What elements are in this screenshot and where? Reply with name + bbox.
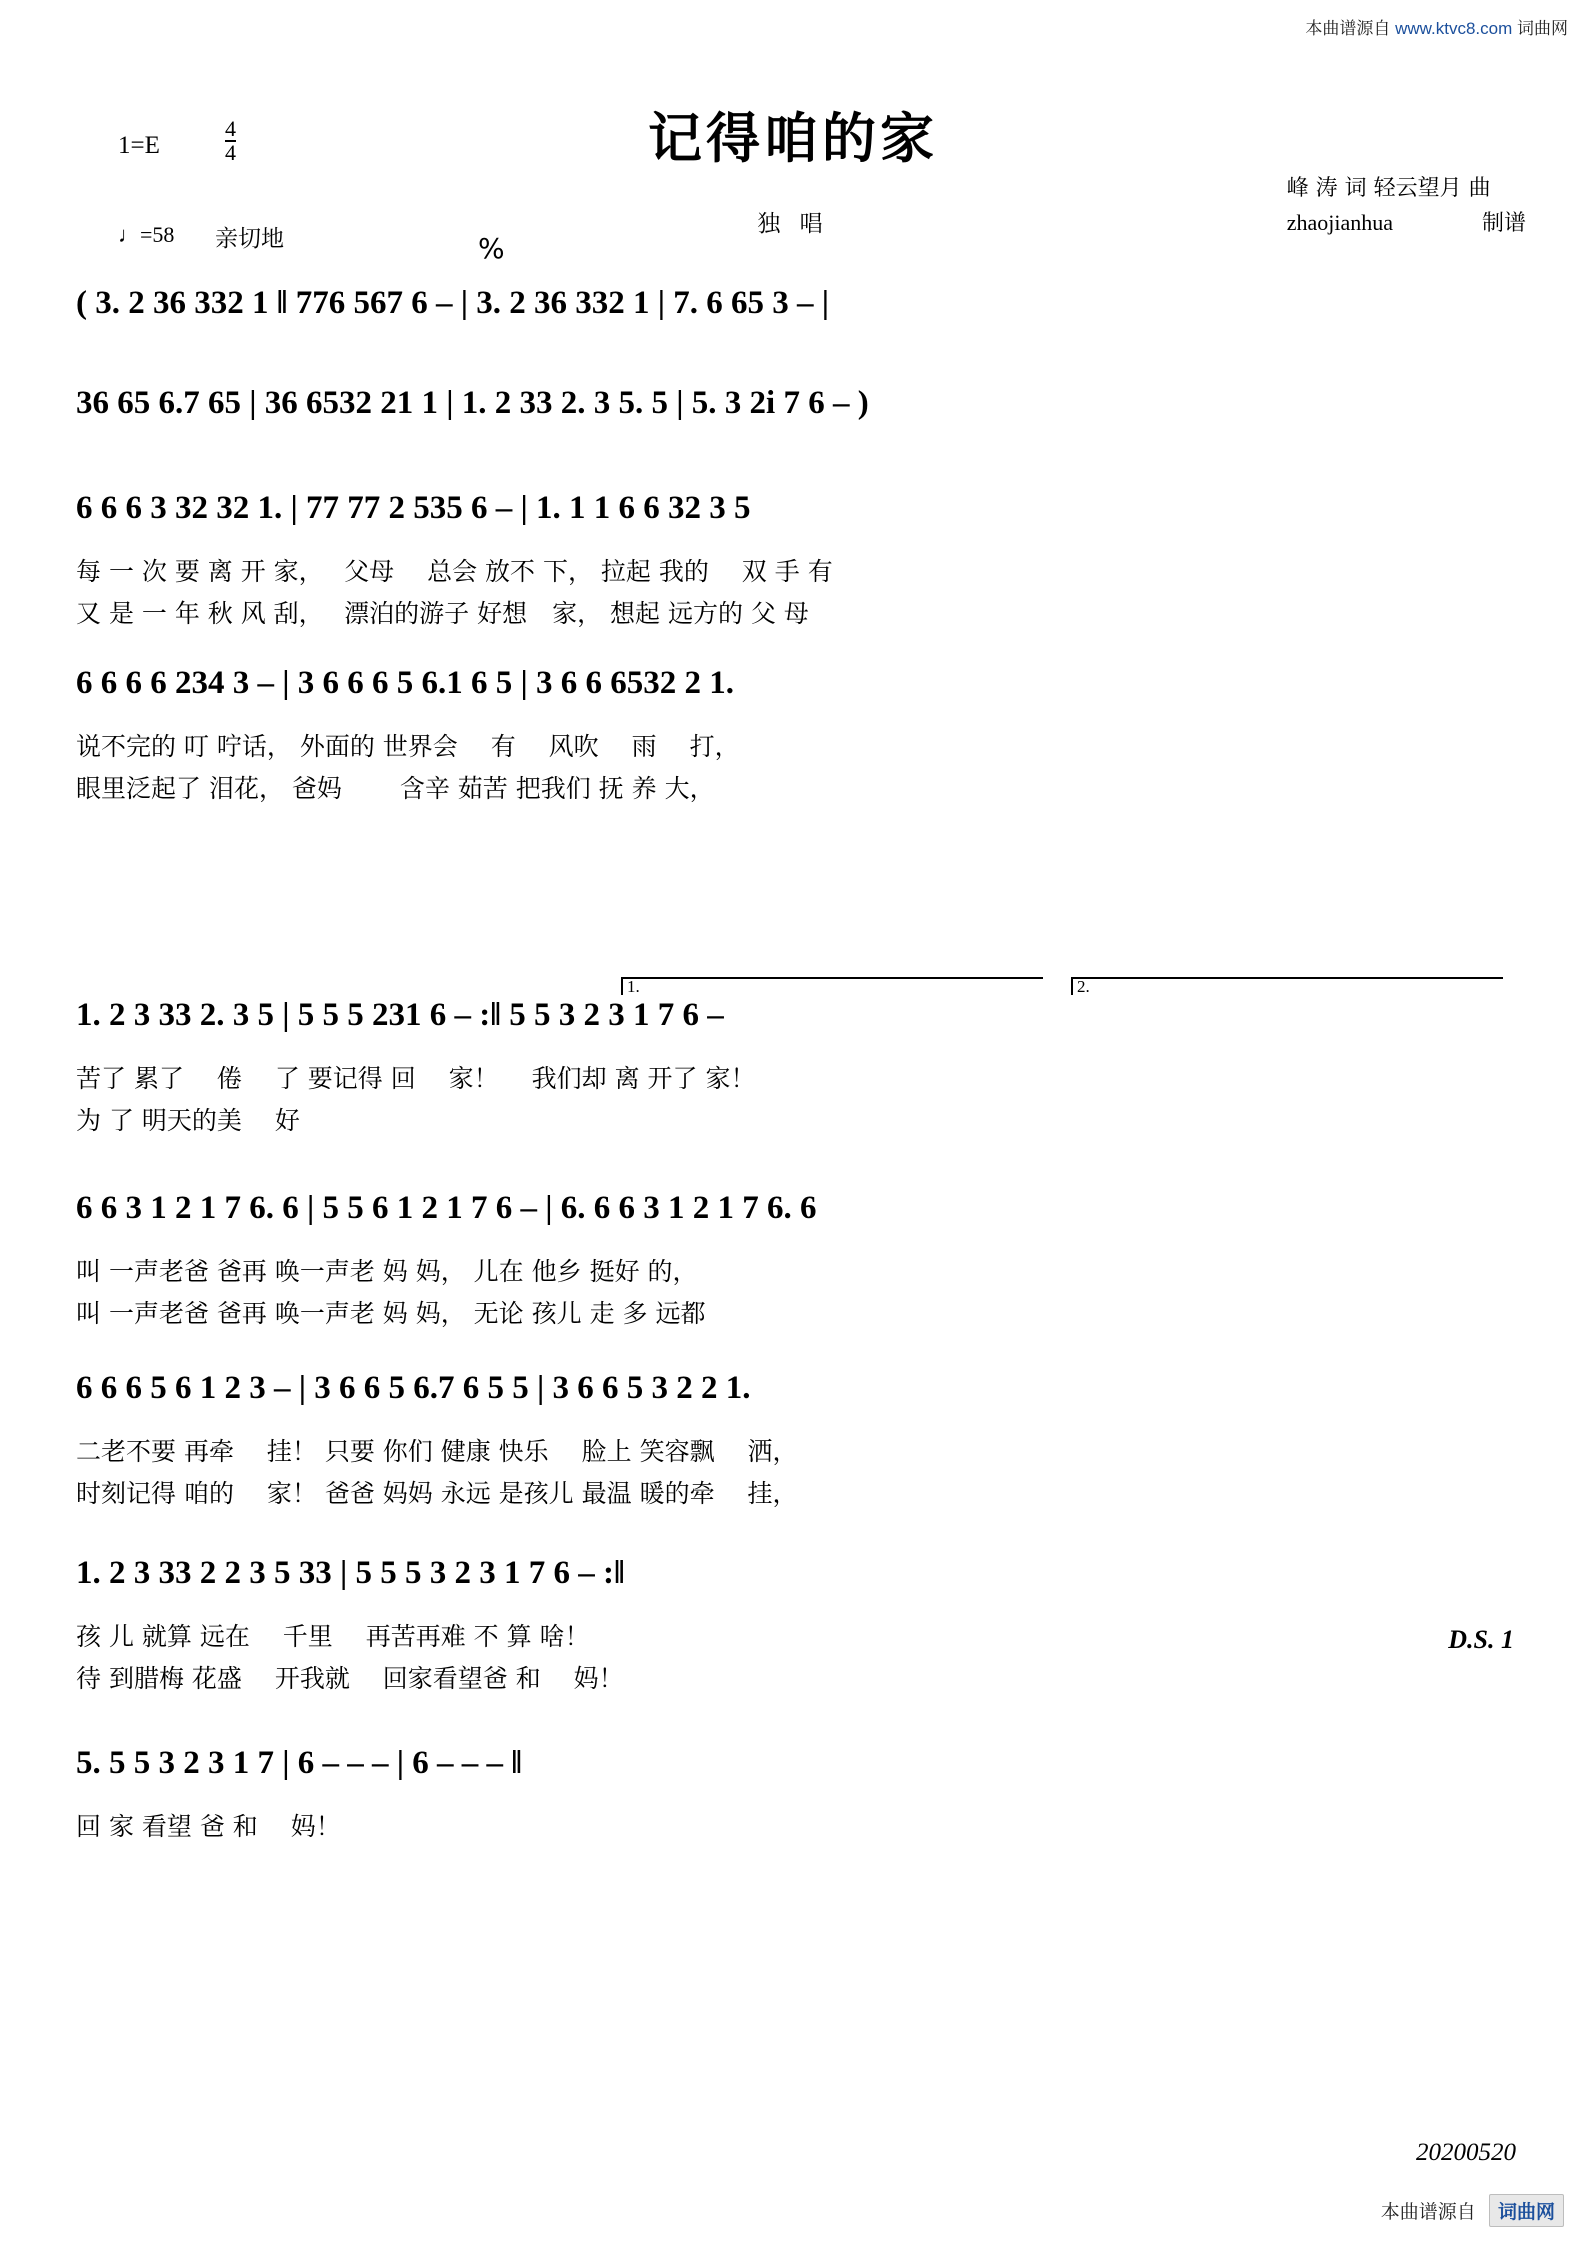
lyric-row-verse-b: 为 了 明天的美 好 <box>76 1106 300 1135</box>
first-ending-bracket <box>621 977 1043 995</box>
note-row: 6 6 6 5 6 1 2 3 – | 3 6 6 5 6.7 6 5 5 | 3 6 6 5 3 2 2 1. <box>76 1370 751 1406</box>
song-subtitle: 独 唱 <box>757 211 829 237</box>
second-ending-bracket <box>1071 977 1503 995</box>
time-signature-numerator: 4 <box>225 116 236 141</box>
time-signature-denominator: 4 <box>225 140 236 165</box>
lyric-row-outro-a: 回 家 看望 爸 和 妈！ <box>76 1812 341 1841</box>
first-ending-label: 1. <box>627 977 640 996</box>
segno-sign: % <box>478 232 505 265</box>
note-row: 1. 2 3 33 2 2 3 5 33 | 5 5 5 3 2 3 1 7 6 – :‖ <box>76 1555 625 1591</box>
lyric-row-verse-a: 苦了 累了 倦 了 要记得 回 家！ 我们却 离 开了 家！ <box>76 1064 756 1093</box>
credits <box>1287 172 1526 240</box>
note-row: 36 65 6.7 65 | 36 6532 21 1 | 1. 2 33 2. 3 5. 5 | 5. 3 2i 7 6 – ) <box>76 385 869 421</box>
system-verse-1 <box>76 490 1510 636</box>
time-signature <box>225 118 236 164</box>
lyric-row-chorus-b: 叫 一声老爸 爸再 唤一声老 妈 妈， 无论 孩儿 走 多 远都 <box>76 1299 706 1328</box>
lyric-row-verse-a: 说不完的 叮 咛话， 外面的 世界会 有 风吹 雨 打， <box>76 732 740 761</box>
ds-label: D.S. <box>1448 1625 1495 1654</box>
engraving-date: 20200520 <box>1416 2139 1516 2166</box>
system-chorus-2 <box>76 1370 1510 1516</box>
system-outro-2 <box>76 1745 1510 1849</box>
credit-engraver-line <box>1287 206 1526 240</box>
song-title: 记得咱的家 <box>648 107 938 170</box>
watermark-site[interactable]: www.ktvc8.com <box>1395 19 1513 38</box>
lyric-row-chorus-b: 时刻记得 咱的 家！ 爸爸 妈妈 永远 是孩儿 最温 暖的牵 挂， <box>76 1479 798 1508</box>
system-verse-2 <box>76 665 1510 811</box>
lyric-row-chorus-a: 二老不要 再牵 挂！ 只要 你们 健康 快乐 脸上 笑容飘 洒， <box>76 1437 798 1466</box>
ds-marking <box>1448 1625 1514 1655</box>
tempo-marking: ♩=58 <box>118 222 175 247</box>
mood-marking: 亲切地 <box>215 226 284 252</box>
credit-engraver-name: zhaojianhua <box>1286 210 1393 236</box>
second-ending-label: 2. <box>1077 977 1090 996</box>
system-intro-2 <box>76 385 1510 447</box>
note-row: 5. 5 5 3 2 3 1 7 | 6 – – – | 6 – – – ‖ <box>76 1745 522 1781</box>
lyric-row-chorus-a: 叫 一声老爸 爸再 唤一声老 妈 妈， 儿在 他乡 挺好 的， <box>76 1257 698 1286</box>
top-watermark <box>1305 14 1568 39</box>
system-chorus-1 <box>76 1190 1510 1336</box>
lyric-row-outro-b: 待 到腊梅 花盛 开我就 回家看望爸 和 妈！ <box>76 1664 624 1693</box>
credit-engraver-role: 制谱 <box>1481 210 1526 236</box>
ds-number: 1 <box>1501 1625 1514 1654</box>
watermark-suffix: 词曲网 <box>1517 19 1568 38</box>
lyric-row-verse-b: 眼里泛起了 泪花， 爸妈 含辛 茹苦 把我们 抚 养 大， <box>76 774 715 803</box>
note-row: 6 6 6 3 32 32 1. | 77 77 2 535 6 – | 1. 1 1 6 6 32 3 5 <box>76 490 751 526</box>
system-intro-1 <box>76 285 1510 347</box>
lyric-row-verse-a: 每 一 次 要 离 开 家， 父母 总会 放不 下， 拉起 我的 双 手 有 <box>76 557 833 586</box>
note-row: 6 6 6 6 234 3 – | 3 6 6 6 5 6.1 6 5 | 3 6 6 6532 2 1. <box>76 665 735 701</box>
lyric-row-verse-b: 又 是 一 年 秋 风 刮， 漂泊的游子 好想 家， 想起 远方的 父 母 <box>76 599 809 628</box>
watermark-bottom-prefix: 本曲谱源自 <box>1380 2202 1476 2223</box>
watermark-prefix: 本曲谱源自 <box>1305 19 1391 38</box>
note-row: ( 3. 2 36 332 1 ‖ 776 567 6 – | 3. 2 36 332 1 | 7. 6 65 3 – | <box>76 285 829 321</box>
watermark-brand[interactable]: 词曲网 <box>1489 2194 1564 2227</box>
note-row: 6 6 3 1 2 1 7 6. 6 | 5 5 6 1 2 1 7 6 – | 6. 6 6 3 1 2 1 7 6. 6 <box>76 1190 817 1226</box>
credit-lyricist-composer: 峰 涛 词 轻云望月 曲 <box>1286 176 1491 201</box>
key-signature: 1=E <box>118 132 160 159</box>
bottom-watermark <box>1381 2194 1564 2227</box>
system-verse-3 <box>76 845 1510 1143</box>
note-row: 1. 2 3 33 2. 3 5 | 5 5 5 231 6 – :‖ 5 5 3 2 3 1 7 6 – <box>76 997 724 1033</box>
lyric-row-outro-a: 孩 儿 就算 远在 千里 再苦再难 不 算 啥！ <box>76 1622 590 1651</box>
system-outro-1 <box>76 1555 1510 1701</box>
